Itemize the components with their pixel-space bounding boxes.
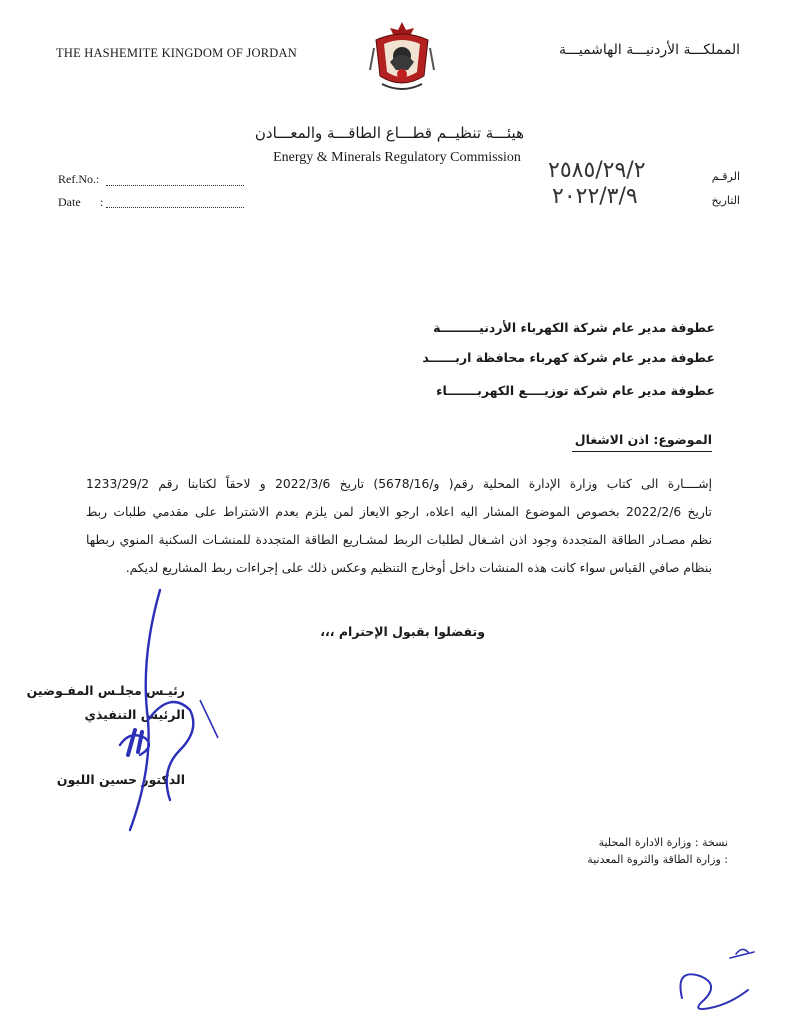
handwritten-ref-number: ٢٥٨٥/٢٩/٢ [548, 158, 646, 183]
copy-to-line: نسخة : وزارة الادارة المحلية [598, 836, 728, 849]
signatory-role: الرئيس التنفيذي [84, 707, 185, 722]
body-line: تاريخ 2022/2/6 بخصوص الموضوع المشار اليه اعلاه، ارجو الايعاز لمن يلزم بعدم الاشتراط على مقدمي طلبات ربط [86, 505, 712, 519]
date-dotted-line [106, 206, 244, 208]
recipient-line: عطوفة مدير عام شركة توزيــــع الكهربـــــــاء [436, 383, 715, 398]
signatory-name: الدكتور حسين اللبون [56, 772, 185, 787]
ref-label-arabic: الرقـم [711, 170, 740, 183]
kingdom-name-arabic: المملكـــة الأردنيـــة الهاشميـــة [559, 42, 740, 58]
commission-name-arabic: هيئـــة تنظيــم قطـــاع الطاقـــة والمعـــادن [254, 124, 524, 142]
handwritten-signature-icon [100, 580, 230, 850]
recipient-line: عطوفة مدير عام شركة كهرباء محافظة اربــــــد [422, 350, 715, 365]
commission-name-english: Energy & Minerals Regulatory Commission [273, 150, 521, 165]
date-label-arabic: التاريخ [711, 194, 740, 207]
copy-to-line: : وزارة الطاقة والثروة المعدنية [587, 853, 728, 866]
handwritten-initials-icon [670, 938, 760, 1018]
body-line: نظم مصـادر الطاقة المتجددة وجود اذن اشـغال لطلبات الربط لمشـاريع الطاقة المتجددة للمنشـات السكنية المنوي ربطها [86, 533, 712, 547]
kingdom-name-english: THE HASHEMITE KINGDOM OF JORDAN [56, 46, 297, 60]
body-line: بنظام صافي القياس سواء كانت هذه المنشات داخل أوخارج التنظيم وعكس ذلك على إجراءات ربط المشاريع لديكم. [125, 561, 712, 575]
royal-crest-icon [362, 18, 442, 98]
recipient-line: عطوفة مدير عام شركة الكهرباء الأردنيـــــــــة [433, 320, 715, 335]
closing-line: وتفضلوا بقبول الإحترام ،،، [320, 624, 485, 639]
subject-underline [572, 451, 712, 452]
signatory-title: رئيـس مجلـس المفـوضين [26, 683, 185, 698]
handwritten-date: ٢٠٢٢/٣/٩ [552, 184, 638, 209]
body-line: إشــــارة الى كتاب وزارة الإدارة المحلية رقم( و/5678/16) تاريخ 2022/3/6 و لاحقاً لكتابنا رقم 1233/29/2 [86, 477, 712, 491]
subject-heading: الموضوع: اذن الاشغال [574, 432, 712, 447]
ref-label: Ref.No.: [58, 172, 100, 186]
ref-dotted-line [106, 184, 244, 186]
date-colon: : [100, 195, 104, 209]
date-label: Date [58, 195, 81, 209]
